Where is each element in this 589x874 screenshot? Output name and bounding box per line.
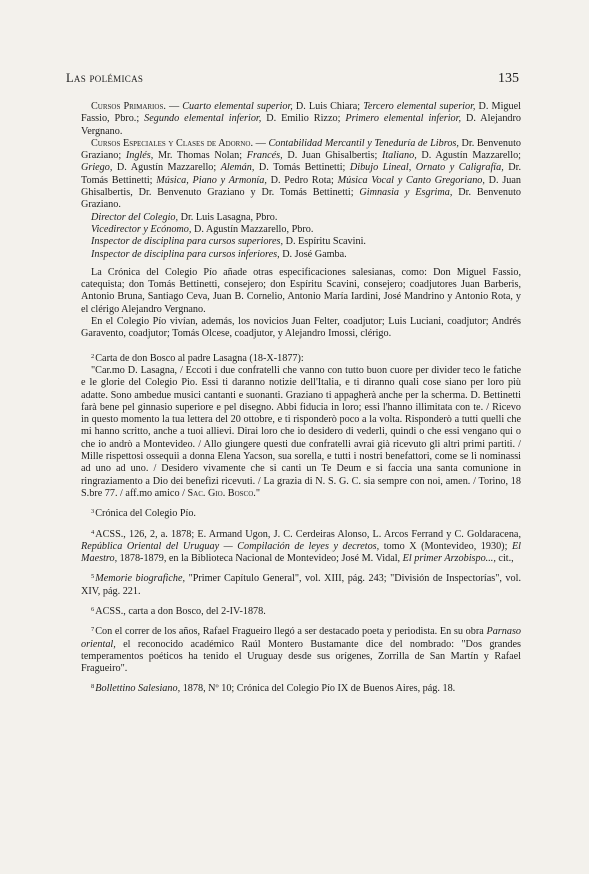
course-name: Cuarto elemental superior, [182, 101, 293, 112]
footnote-heading: Carta de don Bosco al padre Lasagna (18-X-1877): [95, 352, 304, 364]
footnote-text: Crónica del Colegio Pío. [95, 508, 196, 520]
running-head-title: Las polémicas [66, 71, 144, 85]
course-name: Francés, [246, 150, 283, 162]
staff-role: Director del Colegio, [91, 211, 179, 223]
footnote-text: ACSS., 126, 2, a. 1878; E. Armand Ugon, J. C. Cerdeiras Alonso, L. Arcos Ferrand y C. Goldaracena, [95, 528, 521, 540]
teacher: Dr. Tomás Bettinetti; [81, 162, 522, 186]
staff-name: Dr. Luis Lasagna, Pbro. [178, 211, 278, 223]
body-paragraph: En el Colegio Pío vivían, además, los novicios Juan Felter, coadjutor; Luis Luciani, coadjutor; Andrés Garavento, coadjutor; Tomás Olcese, coadjutor, y Alejandro Imossi, clérigo. [81, 316, 521, 340]
staff-name: D. Agustín Mazzarello, Pbro. [191, 223, 314, 235]
footnote-text: ACSS., carta a don Bosco, del 2-IV-1878. [95, 605, 266, 617]
staff-list [81, 212, 521, 261]
footnote-text: Con el correr de los años, Rafael Fragueiro llegó a ser destacado poeta y periodista. En su obra [95, 626, 487, 638]
footnote-8 [81, 681, 521, 695]
staff-director [91, 212, 521, 224]
footnote-4 [81, 527, 521, 566]
course-name: Dibujo Lineal, Ornato y Caligrafía, [349, 162, 504, 174]
course-name: Inglés, [125, 150, 154, 162]
footnote-text: cit., [495, 553, 514, 565]
staff-name: D. Espíritu Scavini. [283, 236, 366, 248]
course-name: Tercero elemental superior, [363, 101, 476, 112]
footnote-marker: 7 [91, 626, 95, 634]
teacher: Dr. Benvenuto Graziano; [81, 137, 522, 162]
body-paragraph: La Crónica del Colegio Pío añade otras especificaciones salesianas, como: Don Miguel Fassio, catequista; don Tomás Bettinetti, consejero; don Espíritu Scavini, consejero; coadjutores Juan Barberis, Antonio Bruna, Santiago Ceva, Juan B. Cornelio, Antonio María Iardini, José Mandrino y Antonio Rota, y el clérigo Alejandro Vergnano. [81, 266, 521, 315]
spacer [81, 341, 521, 351]
cursos-primarios-label: Cursos Primarios. [91, 101, 166, 112]
dash: — [165, 101, 183, 112]
footnote-text: tomo X (Montevideo, 1930); [379, 540, 512, 552]
staff-inspector-superiores [91, 236, 521, 248]
footnote-marker: 4 [91, 528, 95, 536]
course-name: Primero elemental inferior, [345, 113, 461, 125]
staff-role: Inspector de disciplina para cursos inferiores, [91, 248, 280, 260]
course-name: Música Vocal y Canto Gregoriano, [337, 174, 485, 186]
teacher: D. Juan Ghisalbertis; [282, 150, 382, 162]
page-body [81, 101, 521, 696]
footnote-text: "Primer Capítulo General", vol. XIII, pág. 243; "División de Inspectorías", vol. XIV, pág. 221. [81, 573, 521, 597]
footnote-marker: 2 [91, 352, 95, 360]
course-name: Italiano, [381, 150, 417, 162]
staff-role: Vicedirector y Ecónomo, [91, 223, 192, 235]
cursos-primarios-paragraph [81, 101, 521, 138]
teacher: D. Pedro Rota; [266, 174, 338, 186]
course-name: Griego, [81, 162, 113, 174]
page-number: 135 [498, 71, 519, 86]
footnote-7 [81, 624, 521, 675]
teacher: D. Juan Ghisalbertis, Dr. Benvenuto Graziano y Dr. Tomás Bettinetti; [81, 174, 522, 199]
teacher: D. Emilio Rizzo; [261, 113, 346, 125]
footnote-text: 1878-1879, en la Biblioteca Nacional de Montevideo; José M. Vidal, [117, 553, 403, 565]
footnote-2-letter [81, 365, 521, 500]
teacher: Dr. Benvenuto Graziano. [81, 187, 522, 211]
course-name: Gimnasia y Esgrima, [359, 187, 453, 199]
footnote-6 [81, 604, 521, 618]
citation-title: El primer Arzobispo..., [402, 553, 496, 565]
course-name: Música, Piano y Armonía, [156, 174, 267, 186]
footnote-3 [81, 506, 521, 520]
letter-signature: Sac. Gio. Bosco." [187, 487, 260, 499]
course-name: Alemán, [220, 162, 255, 174]
citation-title: El Maestro, [81, 540, 521, 565]
footnote-marker: 3 [91, 508, 95, 516]
footnote-marker: 5 [91, 573, 95, 581]
teacher: D. Agustín Mazzarello; [112, 162, 221, 174]
staff-inspector-inferiores [91, 249, 521, 261]
citation-title: Bollettino Salesiano, [95, 683, 181, 695]
footnote-text: el reconocido académico Raúl Montero Bustamante dice del nombrado: "Dos grandes temperamentos poéticos ha tenido el Uruguay desde sus orígenes, Zorrilla de San Martín y Rafael Fragueiro". [81, 638, 521, 675]
citation-title: Parnaso oriental, [81, 626, 521, 650]
citation-title: República Oriental del Uruguay — Compilación de leyes y decretos, [81, 540, 380, 552]
staff-role: Inspector de disciplina para cursos superiores, [91, 236, 284, 248]
teacher: D. Miguel Fassio, Pbro.; [81, 101, 521, 125]
cursos-especiales-paragraph [81, 138, 521, 212]
teacher: D. Alejandro Vergnano. [81, 113, 521, 137]
footnote-5 [81, 571, 521, 598]
footnote-marker: 6 [91, 605, 95, 613]
teacher: D. Luis Chiara; [292, 101, 364, 112]
letter-text: "Car.mo D. Lasagna, / Eccoti i due confratelli che vanno con tutto buon cuore per divider teco le fatiche e le glorie del Colegio Pio. Essi ti daranno notizie dell'Italia, e ti diranno quali cose siano per loro più adatte. Sono ambedue musici cantanti e suonanti. Graziano ti appagherà anche per la scherma. D. Bettinetti farà bene pel ginnasio superiore e pel disegno. Abbi fiducia in loro; essi l'hanno illimitata con te. / Ricevo in questo momento la tua lettera del 20 ottobre, e ti risponderò poco a la volta. Risponderò a tutti quelli che mi hanno scritto, anche a tuoi allievi. Dirai loro che io desidero di vederli, quindi o che essi vengano qui o che io andrò a Montevideo. / Allo giungere questi due confratelli avrai già ricevuto gli altri primi partiti. / Mille rispettosi ossequii a donna Elena Yacson, sua sorella, e tutti i nostri benefattori, come se li nominassi ad uno ad uno. / Desidero vivamente che si canti un Te Deum e si faccia una santa comunione in ringraziamento a Dio dei benefizi ricevuti. / La grazia di N. S. G. C. sia sempre con noi, amen. / Torino, 18 S.bre 77. / aff.mo amico / [81, 364, 521, 499]
teacher: D. Agustín Mazzarello; [416, 150, 521, 162]
staff-vicedirector [91, 224, 521, 236]
cursos-especiales-label: Cursos Especiales y Clases de Adorno. [91, 137, 254, 149]
teacher: D. Tomás Bettinetti; [254, 162, 350, 174]
course-name: Contabilidad Mercantil y Teneduría de Libros, [268, 137, 459, 149]
staff-name: D. José Gamba. [279, 248, 347, 260]
citation-title: Memorie biografiche, [95, 573, 186, 585]
footnote-text: 1878, Nº 10; Crónica del Colegio Pío IX de Buenos Aires, pág. 18. [180, 683, 456, 695]
course-name: Segundo elemental inferior, [144, 113, 262, 125]
teacher: Mr. Thomas Nolan; [153, 150, 247, 162]
footnote-marker: 8 [91, 683, 95, 691]
dash: — [253, 137, 269, 149]
footnote-2 [81, 351, 521, 365]
running-head [66, 71, 519, 87]
